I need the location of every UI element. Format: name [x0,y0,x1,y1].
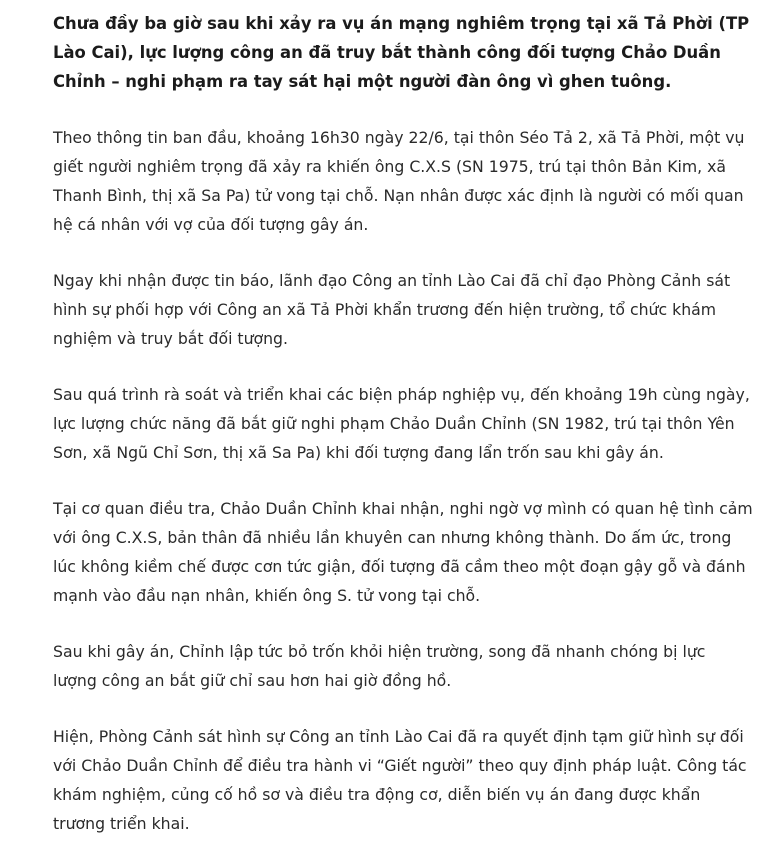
article-paragraph: Tại cơ quan điều tra, Chảo Duần Chỉnh khai nhận, nghi ngờ vợ mình có quan hệ tình cảm với ông C.X.S, bản thân đã nhiều lần khuyên can nhưng không thành. Do ấm ức, trong lúc không kiềm chế được cơn tức giận, đối tượng đã cầm theo một đoạn gậy gỗ và đánh mạnh vào đầu nạn nhân, khiến ông S. tử vong tại chỗ. [53,499,753,605]
article-paragraph: Theo thông tin ban đầu, khoảng 16h30 ngày 22/6, tại thôn Séo Tả 2, xã Tả Phời, một vụ giết người nghiêm trọng đã xảy ra khiến ông C.X.S (SN 1975, trú tại thôn Bản Kim, xã Thanh Bình, thị xã Sa Pa) tử vong tại chỗ. Nạn nhân được xác định là người có mối quan hệ cá nhân với vợ của đối tượng gây án. [53,128,745,234]
article-paragraph: Ngay khi nhận được tin báo, lãnh đạo Công an tỉnh Lào Cai đã chỉ đạo Phòng Cảnh sát hình sự phối hợp với Công an xã Tả Phời khẩn trương đến hiện trường, tổ chức khám nghiệm và truy bắt đối tượng. [53,271,731,348]
article-paragraph: Sau quá trình rà soát và triển khai các biện pháp nghiệp vụ, đến khoảng 19h cùng ngày, lực lượng chức năng đã bắt giữ nghi phạm Chảo Duần Chỉnh (SN 1982, trú tại thôn Yên Sơn, xã Ngũ Chỉ Sơn, thị xã Sa Pa) khi đối tượng đang lẩn trốn sau khi gây án. [53,385,750,462]
article-paragraph: Hiện, Phòng Cảnh sát hình sự Công an tỉnh Lào Cai đã ra quyết định tạm giữ hình sự đối với Chảo Duần Chỉnh để điều tra hành vi “Giết người” theo quy định pháp luật. Công tác khám nghiệm, củng cố hồ sơ và điều tra động cơ, diễn biến vụ án đang được khẩn trương triển khai. [53,727,747,833]
article-paragraph: Sau khi gây án, Chỉnh lập tức bỏ trốn khỏi hiện trường, song đã nhanh chóng bị lực lượng công an bắt giữ chỉ sau hơn hai giờ đồng hồ. [53,642,706,690]
article-lead: Chưa đầy ba giờ sau khi xảy ra vụ án mạng nghiêm trọng tại xã Tả Phời (TP Lào Cai), lực lượng công an đã truy bắt thành công đối tượng Chảo Duần Chỉnh – nghi phạm ra tay sát hại một người đàn ông vì ghen tuông. [53,14,750,91]
article-body [53,0,753,838]
